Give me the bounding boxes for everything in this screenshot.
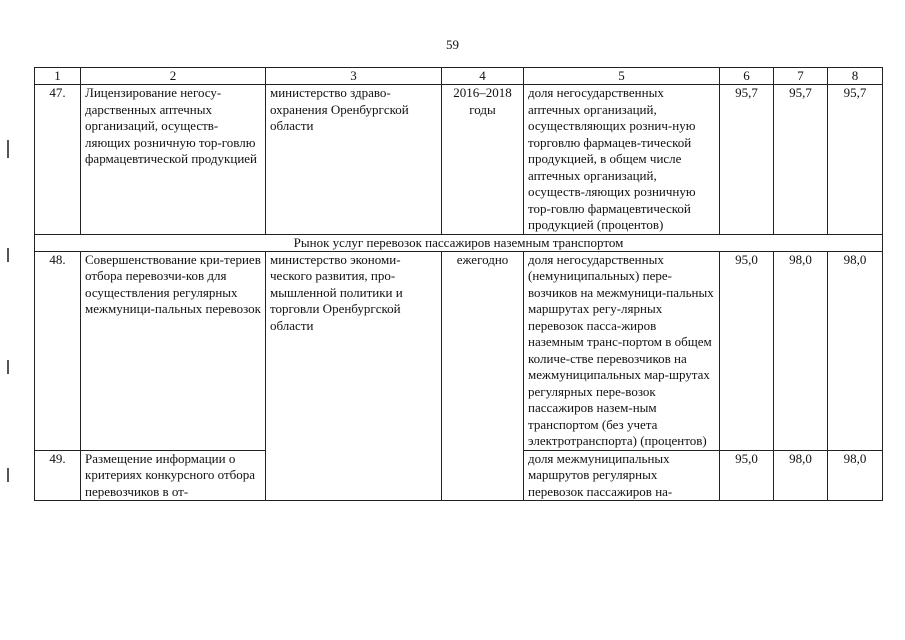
value-cell: 95,7 — [774, 85, 828, 235]
value-cell: 98,0 — [774, 450, 828, 501]
scan-edge-mark — [7, 140, 9, 158]
table-row — [35, 251, 883, 450]
scan-edge-mark — [7, 360, 9, 374]
column-header: 7 — [774, 68, 828, 85]
column-header: 8 — [828, 68, 883, 85]
column-header: 5 — [524, 68, 720, 85]
value-cell: 98,0 — [828, 251, 883, 450]
scan-edge-mark — [7, 248, 9, 262]
value-cell: 95,7 — [720, 85, 774, 235]
measures-table — [34, 67, 883, 501]
column-header: 1 — [35, 68, 81, 85]
responsible-cell-continued — [266, 450, 442, 501]
period-cell: 2016–2018 годы — [442, 85, 524, 235]
indicator-cell: доля негосударственных (немуниципальных) пере-возчиков на межмуници-пальных маршрутах регу-лярных перевозок пасса-жиров наземным транс-портом в общем количе-стве перевозчиков на межмуниципальных мар-шрутах регулярных пере-возок пассажиров назем-ным транспортом (без учета электротранспорта) (процентов) — [524, 251, 720, 450]
column-header: 2 — [81, 68, 266, 85]
action-cell: Лицензирование негосу-дарственных аптечных организаций, осуществ-ляющих розничную тор-говлю фармацевтической продукцией — [81, 85, 266, 235]
period-cell-continued — [442, 450, 524, 501]
indicator-cell: доля негосударственных аптечных организаций, осуществляющих рознич-ную торговлю фармацев-тической продукцией, в общем числе аптечных организаций, осуществ-ляющих розничную тор-говлю фармацевтической продукцией (процентов) — [524, 85, 720, 235]
table-row — [35, 85, 883, 235]
scan-edge-mark — [7, 468, 9, 482]
row-number: 48. — [35, 251, 81, 450]
period-cell: ежегодно — [442, 251, 524, 450]
value-cell: 95,0 — [720, 251, 774, 450]
action-cell: Совершенствование кри-териев отбора перевозчи-ков для осуществления регулярных межмуници-пальных перевозок — [81, 251, 266, 450]
row-number: 49. — [35, 450, 81, 501]
responsible-cell: министерство экономи-ческого развития, про-мышленной политики и торговли Оренбургской области — [266, 251, 442, 450]
row-number: 47. — [35, 85, 81, 235]
column-number-row — [35, 68, 883, 85]
page-number: 59 — [446, 37, 459, 52]
column-header: 4 — [442, 68, 524, 85]
value-cell: 95,7 — [828, 85, 883, 235]
value-cell: 98,0 — [828, 450, 883, 501]
indicator-cell: доля межмуниципальных маршрутов регулярных перевозок пассажиров на- — [524, 450, 720, 501]
section-row — [35, 234, 883, 251]
column-header: 6 — [720, 68, 774, 85]
value-cell: 98,0 — [774, 251, 828, 450]
responsible-cell: министерство здраво-охранения Оренбургской области — [266, 85, 442, 235]
action-cell: Размещение информации о критериях конкурсного отбора перевозчиков в от- — [81, 450, 266, 501]
section-title: Рынок услуг перевозок пассажиров наземным транспортом — [35, 234, 883, 251]
column-header: 3 — [266, 68, 442, 85]
value-cell: 95,0 — [720, 450, 774, 501]
table-row — [35, 450, 883, 501]
